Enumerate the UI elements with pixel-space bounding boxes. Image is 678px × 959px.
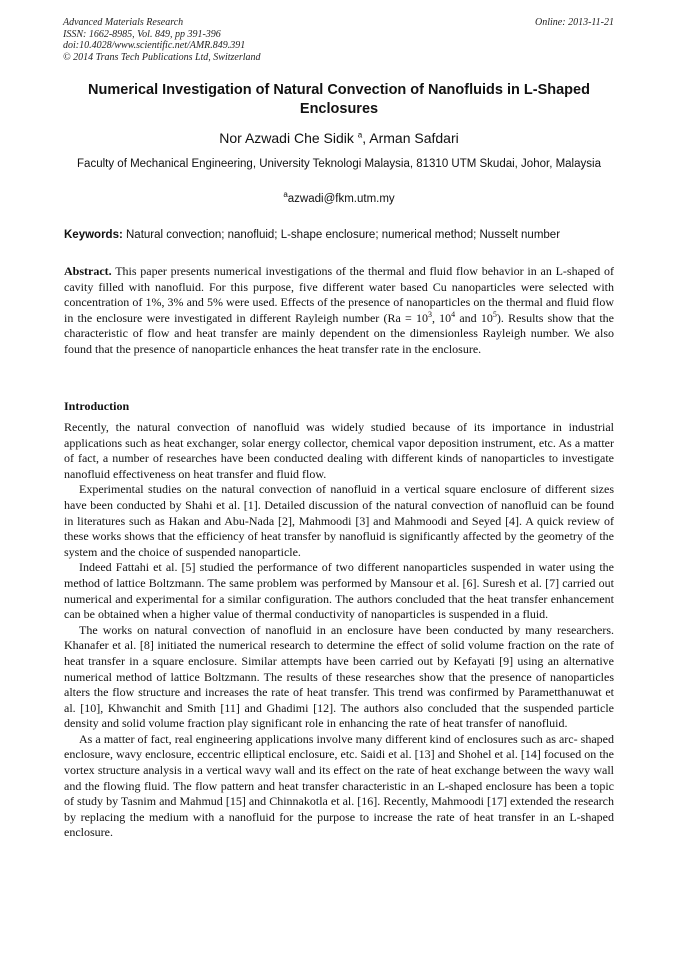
doi-line: doi:10.4028/www.scientific.net/AMR.849.391	[63, 40, 246, 51]
journal-header	[63, 17, 261, 63]
abstract	[64, 264, 614, 358]
abstract-label: Abstract.	[64, 264, 112, 278]
exponent: 5	[492, 309, 497, 319]
paragraph: Indeed Fattahi et al. [5] studied the performance of two different nanoparticles suspended in water using the method of lattice Boltzmann. The same problem was performed by Mansour et al. [6]. Suresh et al. [7] carried out numerical and experimental for a similar configuration. The authors concluded that the heat transfer enhancement can be obtained when a higher value of thermal conductivity of nanoparticles is suspended in a fluid.	[64, 560, 614, 622]
author-separator: ,	[362, 130, 370, 146]
exponent: 3	[427, 309, 432, 319]
paragraph: Recently, the natural convection of nanofluid was widely studied because of its importance in industrial applications such as heat exchanger, solar energy collector, chemical vapor deposition instrument, etc. As a matter of fact, a number of researches have been conducted dealing with different kinds of nanoparticles to investigate nanofluid effectiveness on heat transfer and fluid flow.	[64, 420, 614, 481]
journal-name: Advanced Materials Research	[63, 17, 184, 28]
issn-line: ISSN: 1662-8985, Vol. 849, pp 391-396	[63, 28, 221, 40]
paper-title: Numerical Investigation of Natural Convection of Nanofluids in L-Shaped Enclosures	[88, 82, 590, 117]
paragraph: The works on natural convection of nanofluid in an enclosure have been conducted by many researchers. Khanafer et al. [8] initiated the numerical research to determine the effect of solid volume fraction on the rate of heat transfer in a square enclosure. Similar attempts have been carried out by Kefayati [9] using an alternative numerical method of lattice Boltzmann. The results of these researches show that the presence of nanoparticles alters the flow structure and increases the rate of heat transfer. This trend was confirmed by Parametthanuwat et al. [10], Khwanchit and Smith [11] and Ghadimi [12]. The authors also concluded that the suspended particle density and solid volume fraction play significant role in enhancing the rate of heat transfer of nanofluid.	[64, 622, 614, 731]
affiliation: Faculty of Mechanical Engineering, University Teknologi Malaysia, 81310 UTM Skudai, Johor, Malaysia	[77, 158, 601, 170]
author-name: Nor Azwadi Che Sidik	[219, 130, 354, 146]
abstract-text: , 10	[431, 310, 452, 325]
section-heading-introduction: Introduction	[64, 399, 130, 413]
exponent: 4	[451, 309, 456, 319]
author-list	[0, 130, 678, 146]
online-date: Online: 2013-11-21	[535, 17, 614, 28]
keywords	[64, 229, 624, 241]
abstract-text: and 10	[455, 310, 493, 325]
email-superscript: a	[283, 190, 288, 200]
email-address: azwadi@fkm.utm.my	[287, 193, 395, 205]
paragraph: As a matter of fact, real engineering applications involve many different kind of enclosures such as arc- shaped enclosure, wavy enclosure, eccentric elliptical enclosure, etc. Saidi et al. [13] and Shohel et al. [14] focused on the vortex structure analysis in a vertical wavy wall and its effect on the rate of heat exchange between the wavy wall and the flowing fluid. The flow pattern and heat transfer characteristic in an L-shaped enclosure has been a topic of study by Tasnim and Mahmud [15] and Chinnakotla et al. [16]. Recently, Mahmoodi [17] extended the research by replacing the medium with a nanofluid for the purpose to increase the rate of heat transfer in an L-shaped enclosure.	[64, 731, 614, 840]
abstract-text: This paper presents numerical investigations of the thermal and fluid flow behavior in an L-shaped of cavity filled with nanofluid. For this purpose, five different water based Cu nanoparticles were selected with concentration of 1%, 3% and 5% were used. Effects of the presence of nanoparticles on the thermal and fluid flow in the enclosure were investigated in different Rayleigh number (Ra = 10	[64, 264, 614, 325]
abstract-text: ). Results show that the characteristic of flow and heat transfer are mainly dependent on the dimensionless Rayleigh number. We also found that the presence of nanoparticle enhances the heat transfer rate in the enclosure.	[64, 310, 615, 356]
paragraph: Experimental studies on the natural convection of nanofluid in a vertical square enclosure of different sizes have been conducted by Shahi et al. [1]. Detailed discussion of the natural convection of nanofluid can be found in literatures such as Hakan and Abu-Nada [2], Mahmoodi [3] and Mahmoodi and Seyed [4]. A quick review of these works shows that the efficiency of heat transfer by nanofluid is significantly affected by the geometry of the system and the choice of suspended nanoparticle.	[64, 482, 614, 559]
copyright-line: © 2014 Trans Tech Publications Ltd, Switzerland	[63, 51, 261, 63]
author-name: Arman Safdari	[369, 130, 459, 146]
introduction-body	[64, 420, 614, 841]
keywords-text: Natural convection; nanofluid; L-shape enclosure; numerical method; Nusselt number	[122, 229, 561, 241]
author-email	[0, 190, 678, 205]
keywords-label: Keywords:	[64, 229, 123, 241]
author-superscript: a	[357, 130, 363, 140]
